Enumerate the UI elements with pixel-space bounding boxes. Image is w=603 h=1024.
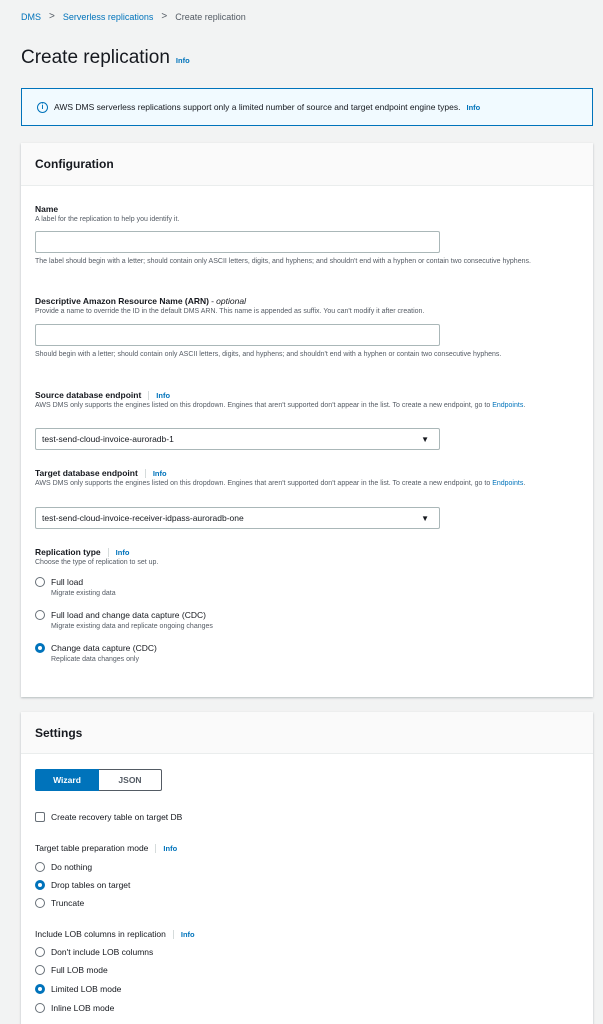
radio-label: Drop tables on target — [51, 880, 131, 890]
radio-full-load-cdc[interactable] — [35, 610, 213, 630]
radio-label: Full load and change data capture (CDC) — [51, 610, 206, 620]
target-endpoint-select[interactable] — [35, 507, 440, 529]
radio-cdc[interactable] — [35, 643, 157, 663]
replication-type-field — [35, 547, 158, 567]
radio-button[interactable] — [35, 1003, 45, 1013]
prep-mode-label-text: Target table preparation mode — [35, 843, 149, 853]
radio-button[interactable] — [35, 898, 45, 908]
lob-label-text: Include LOB columns in replication — [35, 929, 166, 939]
radio-inline-lob[interactable] — [35, 1003, 114, 1013]
radio-button-selected[interactable] — [35, 880, 45, 890]
radio-label: Limited LOB mode — [51, 984, 122, 994]
radio-button[interactable] — [35, 862, 45, 872]
alert-info-link[interactable]: Info — [466, 102, 481, 112]
name-label: Name — [35, 204, 59, 214]
replication-type-label — [35, 547, 158, 557]
caret-down-icon: ▼ — [421, 434, 429, 444]
radio-label: Full LOB mode — [51, 965, 108, 975]
target-endpoint-value: test-send-cloud-invoice-receiver-idpass-auroradb-one — [42, 513, 244, 523]
radio-full-load[interactable] — [35, 577, 116, 597]
radio-no-lob[interactable] — [35, 947, 153, 957]
radio-label: Inline LOB mode — [51, 1003, 115, 1013]
arn-description: Provide a name to override the ID in the default DMS ARN. This name is appended as suffix. You can't modify it after creation. — [35, 308, 425, 315]
name-constraint: The label should begin with a letter; should contain only ASCII letters, digits, and hyphens; and shouldn't end with a hyphen or contain two consecutive hyphens. — [35, 258, 531, 265]
radio-description: Migrate existing data — [51, 590, 116, 597]
radio-do-nothing[interactable] — [35, 862, 92, 872]
caret-down-icon: ▼ — [421, 513, 429, 523]
recovery-table-checkbox-row[interactable] — [35, 812, 182, 822]
recovery-table-checkbox[interactable] — [35, 812, 45, 822]
divider — [145, 469, 146, 478]
radio-label: Full load — [51, 577, 84, 587]
lob-label — [35, 929, 195, 939]
name-input[interactable] — [35, 231, 440, 253]
source-label — [35, 390, 565, 400]
replication-type-description: Choose the type of replication to set up. — [35, 559, 159, 566]
info-alert — [21, 88, 593, 126]
arn-optional: - optional — [210, 296, 246, 306]
breadcrumb-serverless-replications[interactable]: Serverless replications — [62, 11, 154, 22]
replication-type-info-link[interactable]: Info — [115, 547, 130, 557]
radio-limited-lob[interactable] — [35, 984, 121, 994]
radio-truncate[interactable] — [35, 898, 84, 908]
divider — [173, 930, 174, 939]
configuration-header — [21, 143, 593, 186]
source-field — [35, 390, 565, 410]
tab-json[interactable]: JSON — [99, 769, 162, 791]
settings-header — [21, 712, 593, 754]
configuration-panel — [21, 143, 593, 697]
settings-mode-toggle — [35, 769, 162, 791]
page-title: Create replication — [21, 47, 170, 68]
breadcrumb-separator: > — [161, 11, 168, 22]
divider — [148, 391, 149, 400]
source-description — [35, 401, 565, 410]
radio-full-lob[interactable] — [35, 965, 108, 975]
breadcrumb-dms[interactable]: DMS — [21, 11, 41, 22]
source-endpoint-select[interactable] — [35, 428, 440, 450]
breadcrumb-separator: > — [49, 11, 55, 22]
prep-mode-label — [35, 843, 177, 853]
source-description-text: AWS DMS only supports the engines listed on this dropdown. Engines that aren't supported don't appear in the list. To create a new endpoint, go to — [35, 402, 491, 409]
divider — [155, 844, 156, 853]
breadcrumb-current: Create replication — [175, 11, 246, 22]
arn-field — [35, 296, 424, 316]
recovery-table-label: Create recovery table on target DB — [51, 812, 183, 822]
target-description — [35, 479, 565, 488]
replication-type-label-text: Replication type — [35, 547, 101, 557]
tab-wizard[interactable]: Wizard — [35, 769, 99, 791]
prep-mode-info-link[interactable]: Info — [163, 843, 178, 853]
arn-label-text: Descriptive Amazon Resource Name (ARN) — [35, 296, 209, 306]
radio-button[interactable] — [35, 947, 45, 957]
name-field — [35, 204, 179, 224]
alert-text: AWS DMS serverless replications support only a limited number of source and target endpoint engine types. — [54, 102, 461, 112]
configuration-title: Configuration — [35, 157, 114, 171]
lob-info-link[interactable]: Info — [180, 929, 195, 939]
source-period: . — [523, 402, 526, 409]
target-info-link[interactable]: Info — [152, 468, 167, 478]
radio-drop-tables[interactable] — [35, 880, 130, 890]
radio-button-selected[interactable] — [35, 984, 45, 994]
name-description: A label for the replication to help you identify it. — [35, 216, 180, 223]
target-label — [35, 468, 565, 478]
breadcrumb — [21, 11, 246, 22]
radio-button[interactable] — [35, 965, 45, 975]
radio-label: Change data capture (CDC) — [51, 643, 157, 653]
source-endpoint-value: test-send-cloud-invoice-auroradb-1 — [42, 434, 174, 444]
target-field — [35, 468, 565, 488]
source-info-link[interactable]: Info — [156, 390, 171, 400]
settings-panel — [21, 712, 593, 1024]
source-label-text: Source database endpoint — [35, 390, 142, 400]
settings-title: Settings — [35, 725, 83, 740]
radio-button[interactable] — [35, 577, 45, 587]
target-description-text: AWS DMS only supports the engines listed on this dropdown. Engines that aren't supported don't appear in the list. To create a new endpoint, go to — [35, 480, 491, 487]
target-label-text: Target database endpoint — [35, 468, 138, 478]
arn-constraint: Should begin with a letter; should contain only ASCII letters, digits, and hyphens; and shouldn't end with a hyphen or contain two consecutive hyphens. — [35, 351, 502, 358]
radio-label: Truncate — [51, 898, 85, 908]
radio-description: Replicate data changes only — [51, 656, 139, 663]
radio-description: Migrate existing data and replicate ongoing changes — [51, 623, 213, 630]
radio-button-selected[interactable] — [35, 643, 45, 653]
page-info-link[interactable]: Info — [175, 56, 190, 65]
arn-input[interactable] — [35, 324, 440, 346]
target-period: . — [523, 480, 526, 487]
radio-button[interactable] — [35, 610, 45, 620]
page-header — [21, 47, 190, 69]
source-endpoints-link[interactable]: Endpoints — [492, 402, 524, 409]
target-endpoints-link[interactable]: Endpoints — [492, 480, 524, 487]
arn-label — [35, 296, 424, 306]
radio-label: Do nothing — [51, 862, 93, 872]
info-circle-icon: i — [37, 102, 48, 113]
radio-label: Don't include LOB columns — [51, 947, 154, 957]
divider — [108, 548, 109, 557]
